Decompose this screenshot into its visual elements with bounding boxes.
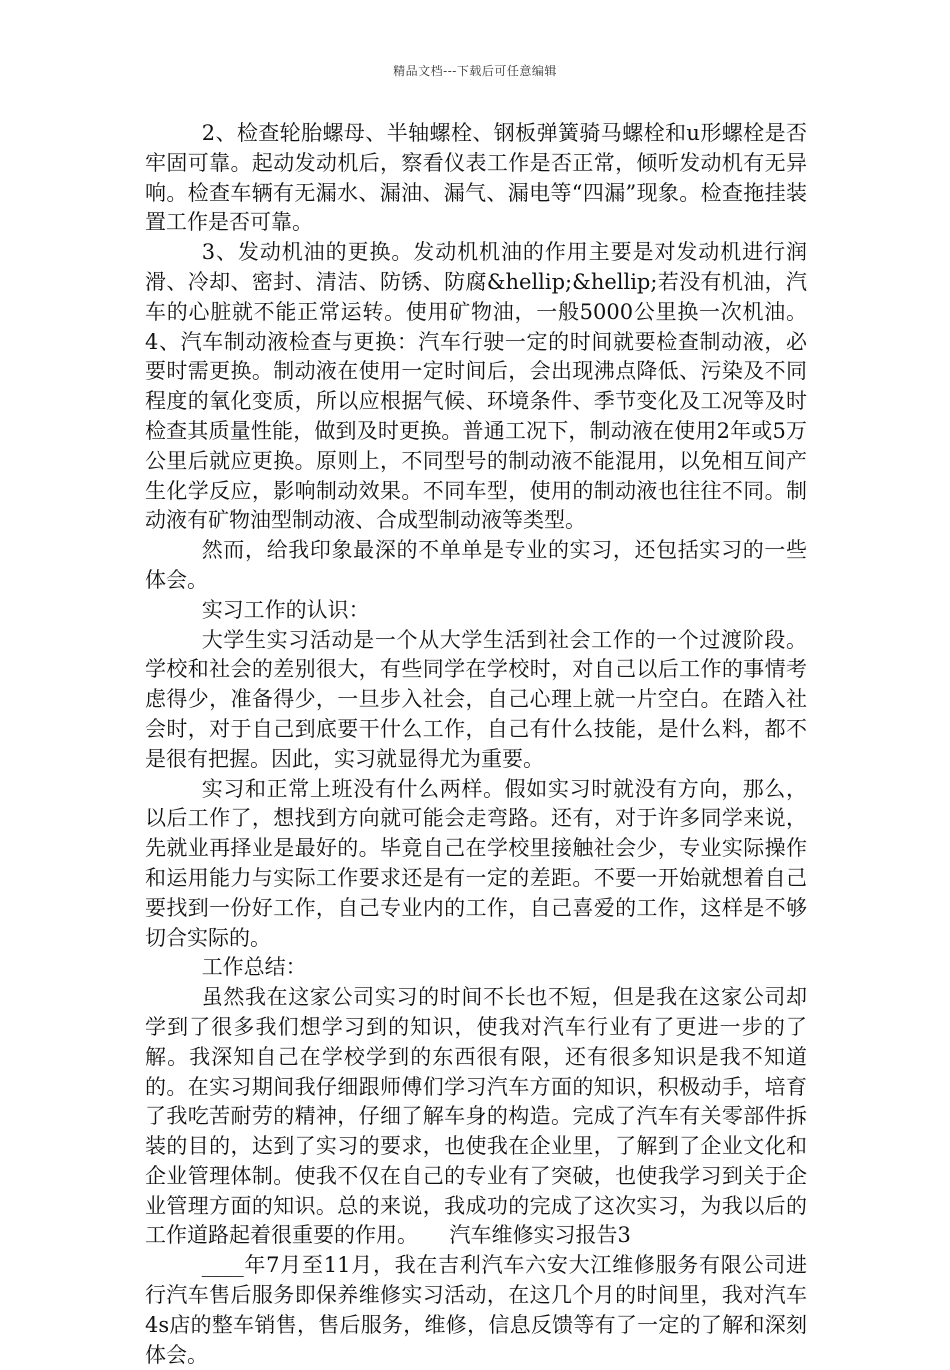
paragraph-engine-oil-brake-fluid: 3、发动机油的更换。发动机机油的作用主要是对发动机进行润滑、冷却、密封、清洁、防锈、防腐&hellip;&hellip;若没有机油，汽车的心脏就不能正常运转。使用矿物油，一般5000公里换一次机油。4、汽车制动液检查与更换：汽车行驶一定的时间就要检查制动液，必要时需更换。制动液在使用一定时间后，会出现沸点降低、污染及不同程度的氧化变质，所以应根据气候、环境条件、季节变化及工况等及时检查其质量性能，做到及时更换。普通工况下，制动液在使用2年或5万公里后就应更换。原则上，不同型号的制动液不能混用，以免相互间产生化学反应，影响制动效果。不同车型，使用的制动液也往往不同。制动液有矿物油型制动液、合成型制动液等类型。 [145,240,807,533]
paragraph-report-3-intro: ____年7月至11月，我在吉利汽车六安大江维修服务有限公司进行汽车售后服务即保养维修实习活动，在这几个月的时间里，我对汽车4s店的整车销售，售后服务，维修，信息反馈等有了一定的了解和深刻体会。 [145,1253,807,1367]
paragraph-impression: 然而，给我印象最深的不单单是专业的实习，还包括实习的一些体会。 [145,538,807,592]
page-header: 精品文档---下载后可任意编辑 [393,64,557,78]
section-heading-work-summary: 工作总结： [201,955,307,980]
paragraph-internship-direction: 实习和正常上班没有什么两样。假如实习时就没有方向，那么，以后工作了，想找到方向就可能会走弯路。还有，对于许多同学来说，先就业再择业是最好的。毕竟自己在学校里接触社会少，专业实际操作和运用能力与实际工作要求还是有一定的差距。不要一开始就想着自己要找到一份好工作，自己专业内的工作，自己喜爱的工作，这样是不够切合实际的。 [145,776,807,950]
document-body [145,119,807,1370]
paragraph-transition-stage: 大学生实习活动是一个从大学生活到社会工作的一个过渡阶段。学校和社会的差别很大，有些同学在学校时，对自己以后工作的事情考虑得少，准备得少，一旦步入社会，自己心理上就一片空白。在踏入社会时，对于自己到底要干什么工作，自己有什么技能，是什么料，都不是很有把握。因此，实习就显得尤为重要。 [145,627,807,771]
paragraph-summary: 虽然我在这家公司实习的时间不长也不短，但是我在这家公司却学到了很多我们想学习到的知识，使我对汽车行业有了更进一步的了解。我深知自己在学校学到的东西很有限，还有很多知识是我不知道的。在实习期间我仔细跟师傅们学习汽车方面的知识，积极动手，培育了我吃苦耐劳的精神，仔细了解车身的构造。完成了汽车有关零部件拆装的目的，达到了实习的要求，也使我在企业里，了解到了企业文化和企业管理体制。使我不仅在自己的专业有了突破，也使我学习到关于企业管理方面的知识。总的来说，我成功的完成了这次实习，为我以后的工作道路起着很重要的作用。 汽车维修实习报告3 [145,985,807,1248]
paragraph-inspection: 2、检查轮胎螺母、半轴螺栓、钢板弹簧骑马螺栓和u形螺栓是否牢固可靠。起动发动机后，察看仪表工作是否正常，倾听发动机有无异响。检查车辆有无漏水、漏油、漏气、漏电等“四漏”现象。检查拖挂装置工作是否可靠。 [145,121,807,235]
section-heading-internship-understanding: 实习工作的认识： [201,597,370,622]
